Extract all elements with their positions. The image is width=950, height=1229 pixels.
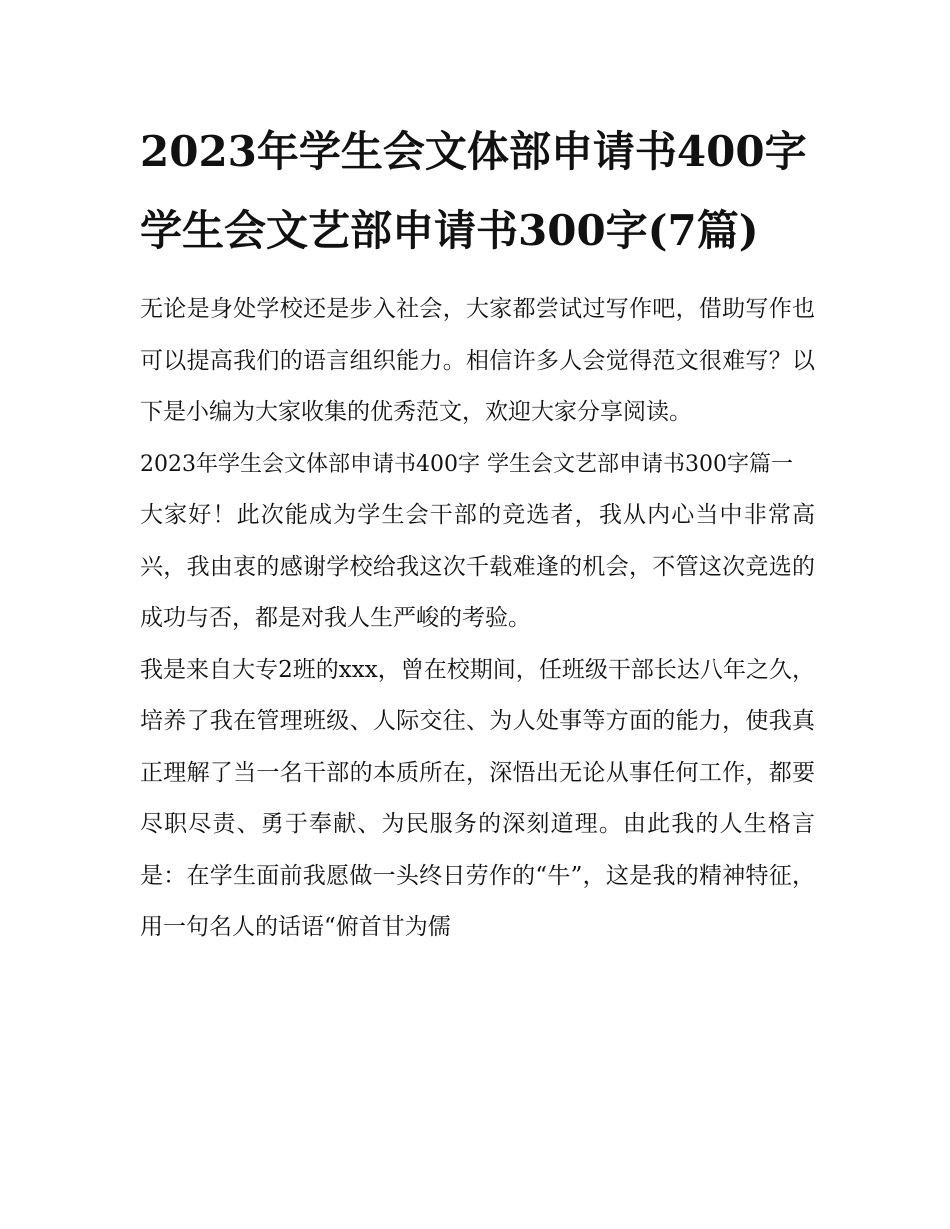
document-body xyxy=(140,112,815,954)
section-heading: 2023年学生会文体部申请书400字 学生会文艺部申请书300字篇一 xyxy=(140,451,793,477)
body-paragraph-1: 大家好！此次能成为学生会干部的竞选者，我从内心当中非常高兴，我由衷的感谢学校给我这次千载难逢的机会，不管这次竞选的成功与否，都是对我人生严峻的考验。 xyxy=(140,502,815,631)
body-paragraph-2: 我是来自大专2班的xxx，曾在校期间，任班级干部长达八年之久，培养了我在管理班级、人际交往、为人处事等方面的能力，使我真正理解了当一名干部的本质所在，深悟出无论从事任何工作，都要尽职尽责、勇于奉献、为民服务的深刻道理。由此我的人生格言是：在学生面前我愿做一头终日劳作的“牛”，这是我的精神特征，用一句名人的话语“俯首甘为儒 xyxy=(140,656,815,940)
document-title: 2023年学生会文体部申请书400字 学生会文艺部申请书300字(7篇) xyxy=(140,127,807,255)
intro-paragraph: 无论是身处学校还是步入社会，大家都尝试过写作吧，借助写作也可以提高我们的语言组织能力。相信许多人会觉得范文很难写？以下是小编为大家收集的优秀范文，欢迎大家分享阅读。 xyxy=(140,296,815,425)
title-block xyxy=(140,112,815,270)
